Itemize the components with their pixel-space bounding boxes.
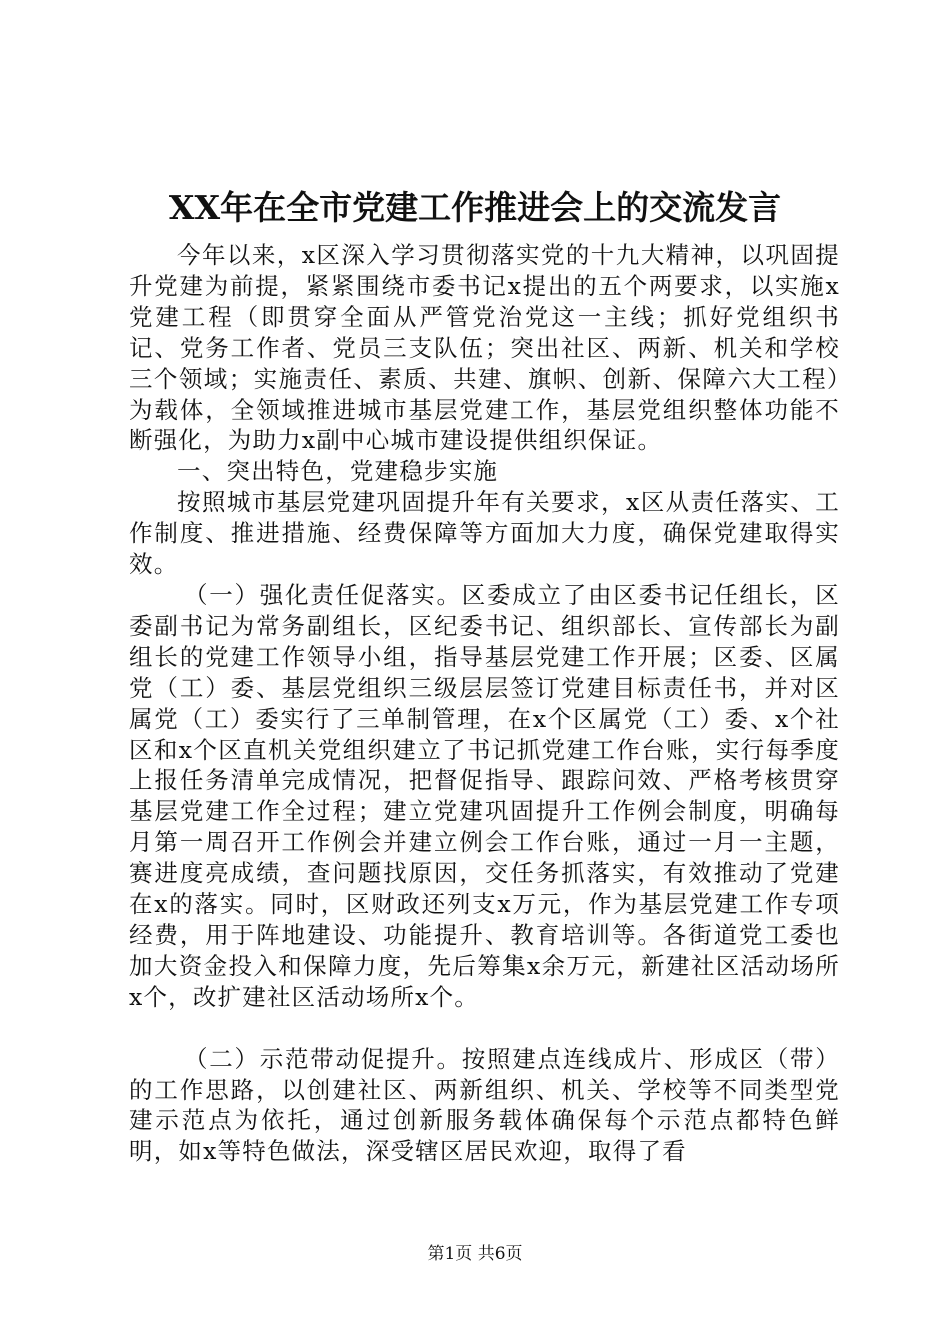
paragraph-subsection-1: （一）强化责任促落实。区委成立了由区委书记任组长，区委副书记为常务副组长，区纪委书记、组织部长、宣传部长为副组长的党建工作领导小组，指导基层党建工作开展；区委、区属党（工）委、基层党组织三级层层签订党建目标责任书，并对区属党（工）委实行了三单制管理，在x个区属党（工）委、x个社区和x个区直机关党组织建立了书记抓党建工作台账，实行每季度上报任务清单完成情况，把督促指导、跟踪问效、严格考核贯穿基层党建工作全过程；建立党建巩固提升工作例会制度，明确每月第一周召开工作例会并建立例会工作台账，通过一月一主题，赛进度亮成绩，查问题找原因，交任务抓落实，有效推动了党建在x的落实。同时，区财政还列支x万元，作为基层党建工作专项经费，用于阵地建设、功能提升、教育培训等。各街道党工委也加大资金投入和保障力度，先后筹集x余万元，新建社区活动场所x个，改扩建社区活动场所x个。	[129, 580, 840, 1011]
paragraph-intro: 今年以来，x区深入学习贯彻落实党的十九大精神，以巩固提升党建为前提，紧紧围绕市委书记x提出的五个两要求，以实施x党建工程（即贯穿全面从严管党治党这一主线；抓好党组织书记、党务工作者、党员三支队伍；突出社区、两新、机关和学校三个领域；实施责任、素质、共建、旗帜、创新、保障六大工程）为载体，全领域推进城市基层党建工作，基层党组织整体功能不断强化，为助力x副中心城市建设提供组织保证。	[129, 241, 840, 455]
section-heading-1: 一、突出特色，党建稳步实施	[177, 457, 499, 486]
page-number-footer: 第1页 共6页	[427, 1244, 523, 1264]
paragraph-section-1: 按照城市基层党建巩固提升年有关要求，x区从责任落实、工作制度、推进措施、经费保障等方面加大力度，确保党建取得实效。	[129, 488, 840, 579]
document-body	[129, 240, 840, 1167]
paragraph-subsection-2: （二）示范带动促提升。按照建点连线成片、形成区（带）的工作思路，以创建社区、两新组织、机关、学校等不同类型党建示范点为依托，通过创新服务载体确保每个示范点都特色鲜明，如x等特色做法，深受辖区居民欢迎，取得了看	[129, 1044, 840, 1166]
document-title: XX年在全市党建工作推进会上的交流发言	[168, 188, 782, 227]
